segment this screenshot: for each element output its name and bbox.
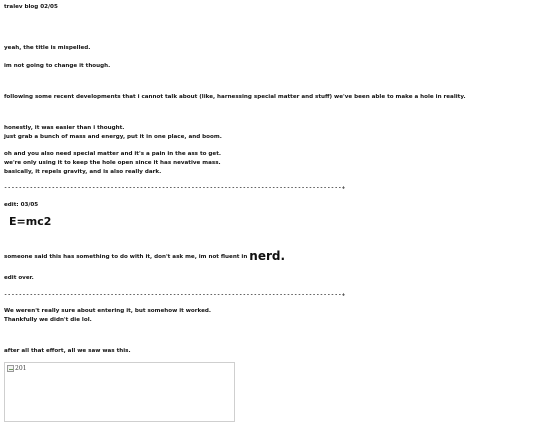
nerd-line bbox=[4, 249, 286, 263]
edit-label: edit: 03/05 bbox=[4, 202, 39, 208]
text-line: oh and you also need special matter and it's a pain in the ass to get. bbox=[4, 151, 222, 157]
blog-image bbox=[4, 362, 235, 422]
text-line: following some recent developments that i cannot talk about (like, harnessing special matter and stuff) we've been able to make a hole in reality. bbox=[4, 94, 466, 100]
text-line: we're only using it to keep the hole open since it has nevative mass. bbox=[4, 160, 221, 166]
edit-over: edit over. bbox=[4, 275, 34, 281]
divider: --------------------------------------------------------------------------------------------+ bbox=[4, 292, 346, 298]
image-alt-text: 201 bbox=[15, 365, 27, 372]
nerd-line-text: someone said this has something to do with it, don't ask me, im not fluent in bbox=[4, 254, 250, 260]
broken-image-icon bbox=[7, 365, 14, 372]
blog-title: tralev blog 02/05 bbox=[4, 4, 58, 10]
text-line: just grab a bunch of mass and energy, put it in one place, and boom. bbox=[4, 134, 222, 140]
broken-image-placeholder bbox=[7, 365, 26, 372]
text-line: im not going to change it though. bbox=[4, 63, 111, 69]
text-line: after all that effort, all we saw was this. bbox=[4, 348, 131, 354]
formula: E=mc2 bbox=[9, 215, 52, 228]
text-line: We weren't really sure about entering it, but somehow it worked. bbox=[4, 308, 211, 314]
divider: --------------------------------------------------------------------------------------------+ bbox=[4, 185, 346, 191]
nerd-word: nerd. bbox=[249, 249, 286, 263]
text-line: Thankfully we didn't die lol. bbox=[4, 317, 92, 323]
text-line: yeah, the title is mispelled. bbox=[4, 45, 91, 51]
text-line: honestly, it was easier than i thought. bbox=[4, 125, 125, 131]
text-line: basically, it repels gravity, and is also really dark. bbox=[4, 169, 162, 175]
